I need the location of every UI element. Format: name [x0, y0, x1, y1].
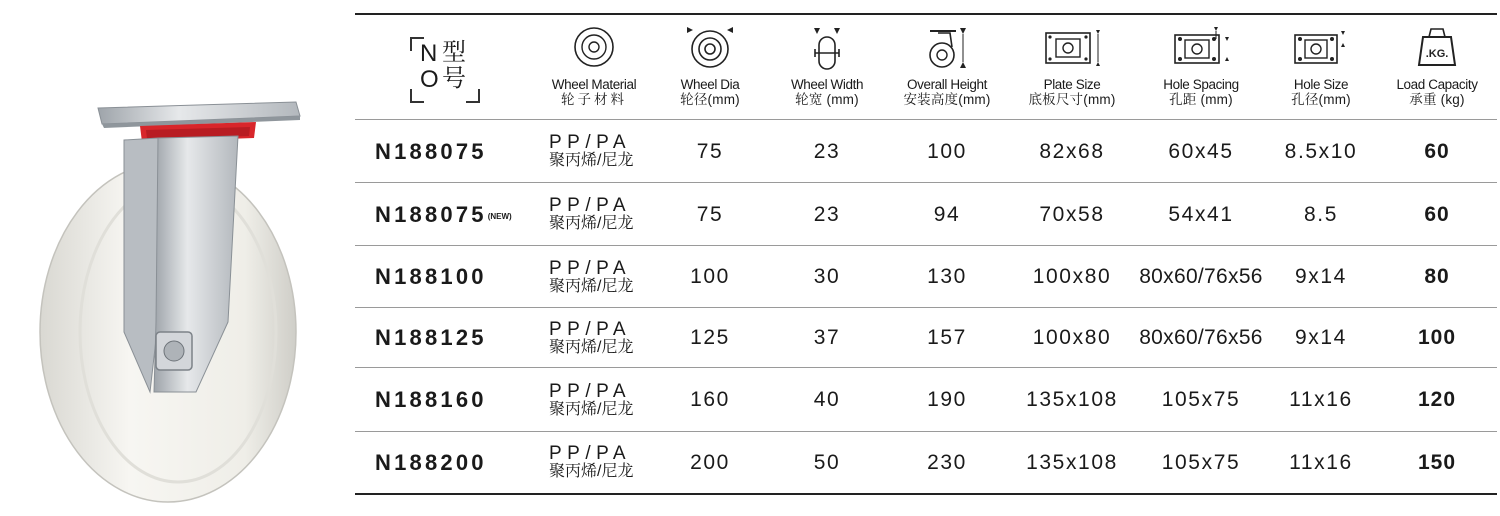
hole-spacing-icon — [1169, 25, 1233, 69]
hole-spacing-value: 105x75 — [1161, 450, 1241, 474]
hole-size-value: 9x14 — [1295, 265, 1347, 288]
wheel-material: PP/PA 聚丙烯/尼龙 — [549, 257, 634, 295]
wheel-diameter-icon — [683, 25, 737, 71]
model-number: N188200 — [375, 449, 487, 475]
overall-height-value: 100 — [927, 139, 967, 163]
table-row — [355, 246, 1497, 308]
model-number: N188160 — [375, 387, 487, 412]
wheel-material: PP/PA 聚丙烯/尼龙 — [549, 443, 634, 480]
wheel-width-value: 23 — [813, 139, 841, 163]
overall-height-value: 130 — [927, 265, 967, 288]
header-hole-size-zh: 孔径(mm) — [1291, 92, 1351, 107]
model-number-badge — [410, 37, 480, 103]
wheel-material: PP/PA 聚丙烯/尼龙 — [549, 195, 634, 232]
plate-size-value: 135x108 — [1026, 450, 1118, 474]
plate-size-value: 82x68 — [1039, 139, 1105, 163]
hole-spacing-value: 80x60/76x56 — [1139, 326, 1263, 349]
table-row — [355, 308, 1497, 368]
table-header — [355, 15, 1497, 119]
hole-size-value: 8.5 — [1304, 202, 1338, 226]
header-load-capacity — [1377, 15, 1497, 119]
plate-size-value: 135x108 — [1026, 388, 1118, 411]
load-capacity-value: 150 — [1417, 450, 1457, 474]
header-plate-size-zh: 底板尺寸(mm) — [1028, 92, 1116, 107]
caster-wheel-image — [28, 92, 318, 512]
model-number: N188100 — [375, 264, 487, 289]
load-capacity-value: 80 — [1424, 265, 1450, 288]
header-wheel-width-zh: 轮宽 (mm) — [795, 92, 859, 107]
hole-spacing-value: 105x75 — [1161, 388, 1241, 411]
hole-size-value: 11x16 — [1289, 388, 1353, 411]
load-capacity-value: 60 — [1424, 139, 1450, 163]
plate-size-value: 70x58 — [1039, 202, 1105, 226]
hole-size-value: 9x14 — [1295, 326, 1347, 349]
model-label-zh: 型号 — [442, 39, 466, 92]
table-row — [355, 368, 1497, 432]
plate-size-icon — [1040, 25, 1104, 69]
wheel-width-value: 23 — [813, 202, 841, 226]
header-overall-height-en: Overall Height — [907, 77, 987, 92]
header-hole-spacing — [1137, 15, 1265, 119]
plate-size-value: 100x80 — [1032, 326, 1112, 349]
header-wheel-material — [535, 15, 653, 119]
hole-spacing-value: 80x60/76x56 — [1139, 265, 1263, 288]
wheel-width-value: 50 — [813, 450, 841, 474]
header-load-capacity-en: Load Capacity — [1396, 77, 1478, 92]
model-number: N188075 — [375, 138, 487, 164]
load-capacity-value: 100 — [1417, 326, 1457, 349]
overall-height-icon — [922, 25, 972, 71]
overall-height-value: 157 — [927, 326, 967, 349]
load-capacity-value: 60 — [1424, 202, 1450, 226]
wheel-material: PP/PA 聚丙烯/尼龙 — [549, 132, 634, 169]
load-weight-icon — [1415, 25, 1459, 69]
wheel-dia-value: 160 — [690, 388, 730, 411]
wheel-dia-value: 75 — [696, 139, 724, 163]
overall-height-value: 190 — [927, 388, 967, 411]
wheel-width-value: 30 — [813, 265, 841, 288]
hole-spacing-value: 54x41 — [1168, 202, 1234, 226]
plate-size-value: 100x80 — [1032, 265, 1112, 288]
hole-size-value: 8.5x10 — [1284, 139, 1358, 163]
header-wheel-dia-en: Wheel Dia — [680, 77, 740, 92]
wheel-material: PP/PA 聚丙烯/尼龙 — [549, 318, 634, 356]
model-label-en: NO — [420, 40, 439, 93]
header-wheel-material-en: Wheel Material — [551, 77, 637, 92]
header-wheel-dia — [653, 15, 767, 119]
header-plate-size-en: Plate Size — [1043, 77, 1101, 92]
wheel-width-icon — [809, 25, 845, 73]
wheel-dia-value: 75 — [696, 202, 724, 226]
hole-size-value: 11x16 — [1289, 450, 1353, 474]
load-icon-text: .KG. — [1425, 48, 1449, 60]
model-number: N188125 — [375, 325, 487, 350]
header-wheel-width-en: Wheel Width — [790, 77, 864, 92]
new-badge: (NEW) — [487, 212, 512, 221]
header-overall-height-zh: 安装高度(mm) — [903, 92, 991, 107]
table-row — [355, 183, 1497, 246]
wheel-dia-value: 200 — [690, 450, 730, 474]
header-wheel-material-zh: 轮子材料 — [561, 92, 627, 107]
header-plate-size — [1007, 15, 1137, 119]
wheel-width-value: 40 — [813, 388, 841, 411]
table-row — [355, 120, 1497, 183]
header-overall-height — [887, 15, 1007, 119]
table-bottom-rule — [355, 493, 1497, 495]
load-capacity-value: 120 — [1417, 388, 1457, 411]
wheel-dia-value: 100 — [690, 265, 730, 288]
overall-height-value: 230 — [927, 450, 967, 474]
wheel-material-icon — [572, 25, 616, 69]
wheel-width-value: 37 — [813, 326, 841, 349]
overall-height-value: 94 — [933, 202, 961, 226]
header-load-capacity-zh: 承重 (kg) — [1409, 92, 1465, 107]
table-row — [355, 432, 1497, 493]
header-wheel-dia-zh: 轮径(mm) — [680, 92, 740, 107]
header-hole-size-en: Hole Size — [1293, 77, 1349, 92]
wheel-dia-value: 125 — [690, 326, 730, 349]
wheel-material: PP/PA 聚丙烯/尼龙 — [549, 380, 634, 418]
hole-spacing-value: 60x45 — [1168, 139, 1234, 163]
hole-size-icon — [1291, 25, 1351, 69]
model-number: N188075 (NEW) — [375, 201, 512, 227]
header-wheel-width — [767, 15, 887, 119]
header-hole-spacing-zh: 孔距 (mm) — [1169, 92, 1233, 107]
header-model — [355, 15, 535, 119]
header-hole-spacing-en: Hole Spacing — [1163, 77, 1239, 92]
header-hole-size — [1265, 15, 1377, 119]
